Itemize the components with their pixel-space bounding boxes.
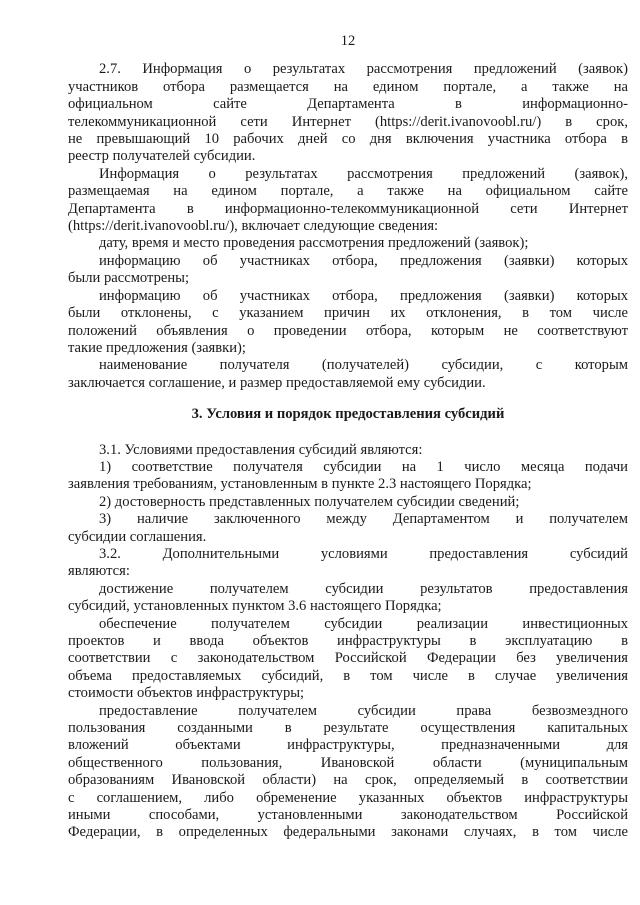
text-line: 2.7. Информация о результатах рассмотрения предложений (заявок) <box>99 61 628 78</box>
text-line: вложений объектами инфраструктуры, предназначенными для <box>68 737 628 754</box>
text-line: заключается соглашение, и размер предоставляемой ему субсидии. <box>68 374 486 391</box>
text-line: информацию об участниках отбора, предложения (заявки) которых <box>99 252 628 269</box>
paragraph <box>68 459 628 494</box>
text-line: 3.1. Условиями предоставления субсидий являются: <box>99 441 423 458</box>
text-line: дату, время и место проведения рассмотрения предложений (заявок); <box>99 235 529 252</box>
text-line: были рассмотрены; <box>68 270 190 287</box>
text-line: иными способами, установленными законодательством Российской <box>68 807 628 824</box>
paragraph <box>68 253 628 288</box>
text-line: обеспечение получателем субсидии реализации инвестиционных <box>99 615 628 632</box>
text-line: 2) достоверность представленных получателем субсидии сведений; <box>99 493 520 510</box>
text-line: такие предложения (заявки); <box>68 339 246 356</box>
paragraph <box>68 288 628 358</box>
text-line: предоставление получателем субсидии права безвозмездного <box>99 702 628 719</box>
text-line: Департамента в информационно-телекоммуникационной сети Интернет <box>68 200 628 217</box>
text-line: телекоммуникационной сети Интернет (https://derit.ivanovoobl.ru/) в срок, <box>68 113 628 130</box>
text-line: общественного пользования, Ивановской области (муниципальным <box>68 754 628 771</box>
text-line: положений объявления о проведении отбора, которым не соответствуют <box>68 322 628 339</box>
text-line: участников отбора размещается на едином портале, а также на <box>68 78 628 95</box>
text-line: информацию об участниках отбора, предложения (заявки) которых <box>99 287 628 304</box>
text-line: пользования созданными в результате осуществления капитальных <box>68 720 628 737</box>
text-line: объема предоставляемых субсидий, в том числе в случае увеличения <box>68 667 628 684</box>
text-line: проектов и ввода объектов инфраструктуры в эксплуатацию в <box>68 633 628 649</box>
section-heading: 3. Условия и порядок предоставления субсидий <box>191 406 505 423</box>
paragraph <box>68 61 628 165</box>
text-line: стоимости объектов инфраструктуры; <box>68 685 305 702</box>
text-line: являются: <box>68 563 130 580</box>
text-line: достижение получателем субсидии результатов предоставления <box>99 580 628 597</box>
text-line: официальном сайте Департамента в информационно- <box>68 96 628 113</box>
text-line: 3.2. Дополнительными условиями предоставления субсидий <box>99 545 628 562</box>
page-number: 12 <box>340 33 356 49</box>
paragraph <box>68 616 628 703</box>
text-line: реестр получателей субсидии. <box>68 148 256 165</box>
paragraph <box>68 442 628 459</box>
text-line: заявления требованиям, установленным в пункте 2.3 настоящего Порядка; <box>68 476 532 493</box>
paragraph <box>68 511 628 546</box>
paragraph <box>68 703 628 842</box>
text-line: соответствии с законодательством Российской Федерации без увеличения <box>68 650 628 667</box>
paragraph <box>68 546 628 581</box>
text-line: Информация о результатах рассмотрения предложений (заявок), <box>99 165 628 182</box>
paragraph <box>68 166 628 236</box>
text-line: субсидии соглашения. <box>68 528 207 545</box>
text-line: были отклонены, с указанием причин их отклонения, в том числе <box>68 305 628 322</box>
text-line: не превышающий 10 рабочих дней со дня включения участника отбора в <box>68 131 628 148</box>
text-line: Федерации, в определенных федеральными законами случаях, в том числе <box>68 824 628 841</box>
text-line: 3) наличие заключенного между Департаментом и получателем <box>99 511 628 528</box>
paragraph <box>68 494 628 511</box>
paragraph <box>68 357 628 392</box>
text-line: образованиям Ивановской области) на срок, определяемый в соответствии <box>68 772 628 789</box>
text-line: наименование получателя (получателей) субсидии, с которым <box>99 357 628 374</box>
text-line: 1) соответствие получателя субсидии на 1 число месяца подачи <box>99 458 628 475</box>
paragraph <box>68 235 628 252</box>
text-line: размещаемая на едином портале, а также на официальном сайте <box>68 183 628 200</box>
text-line: с соглашением, либо обременение указанных объектов инфраструктуры <box>68 789 628 806</box>
text-line: субсидий, установленных пунктом 3.6 настоящего Порядка; <box>68 598 442 615</box>
paragraph <box>68 581 628 616</box>
document-body <box>68 61 628 841</box>
document-page <box>68 0 628 842</box>
text-line: (https://derit.ivanovoobl.ru/), включает следующие сведения: <box>68 218 439 235</box>
